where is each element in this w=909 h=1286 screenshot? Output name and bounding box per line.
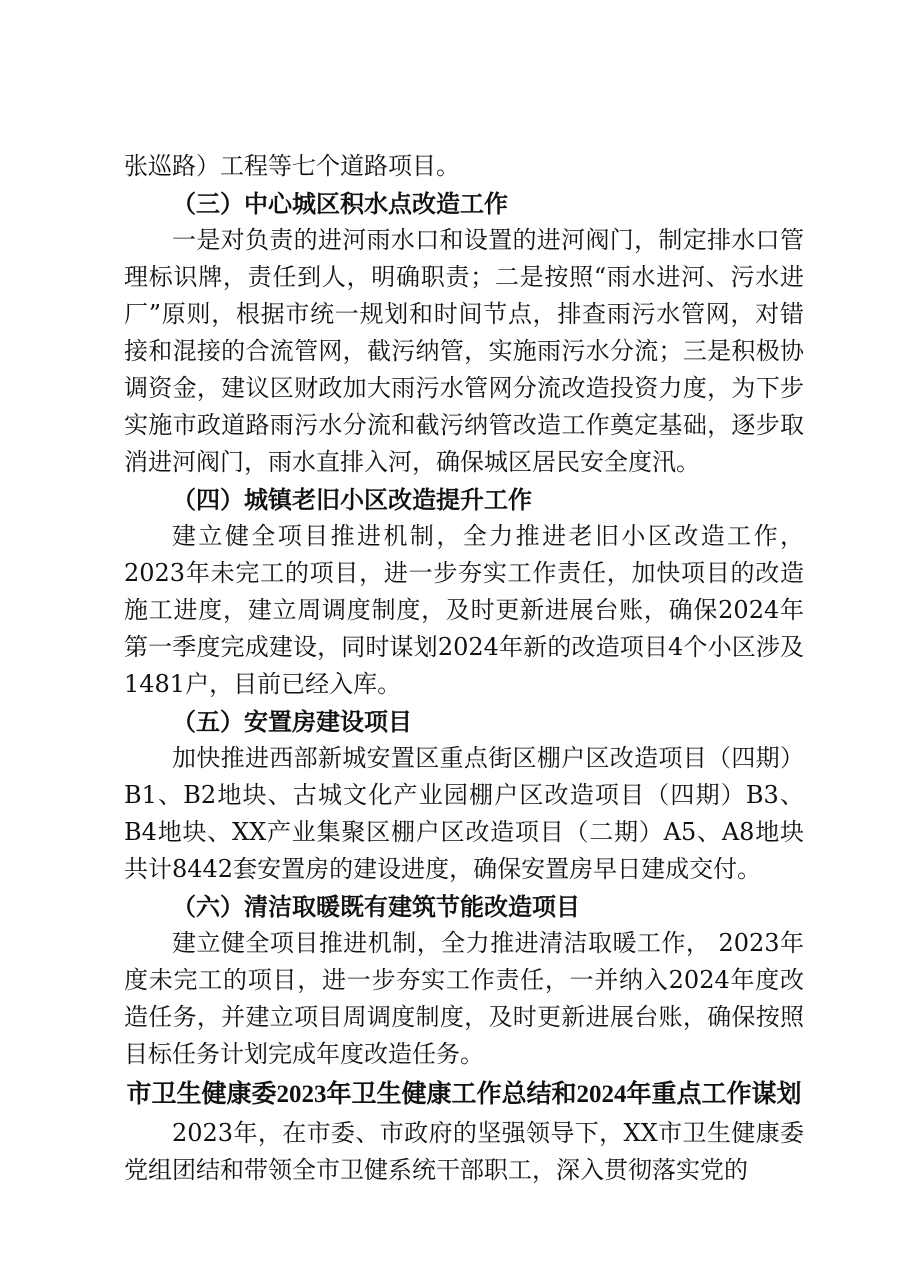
section-heading-4: （四）城镇老旧小区改造提升工作 (172, 485, 532, 514)
paragraph-section-5: 加快推进西部新城安置区重点街区棚户区改造项目（四期）B1、B2地块、古城文化产业园棚户区改造项目（四期）B3、B4地块、XX产业集聚区棚户区改造项目（二期）A5、A8地块共计8442套安置房的建设进度，确保安置房早日建成交付。 (124, 744, 804, 883)
section-heading-3: （三）中心城区积水点改造工作 (172, 189, 508, 218)
paragraph-report-intro: 2023年，在市委、市政府的坚强领导下，XX市卫生健康委党组团结和带领全市卫健系统干部职工，深入贯彻落实党的 (124, 1119, 804, 1184)
report-title: 市卫生健康委2023年卫生健康工作总结和2024年重点工作谋划 (126, 1081, 802, 1108)
paragraph-section-6: 建立健全项目推进机制，全力推进清洁取暖工作， 2023年度未完工的项目，进一步夯实工作责任，一并纳入2024年度改造任务，并建立项目周调度制度，及时更新进展台账，确保按照目标任务计划完成年度改造任务。 (124, 929, 804, 1068)
section-heading-5: （五）安置房建设项目 (172, 707, 412, 736)
section-heading-6: （六）清洁取暖既有建筑节能改造项目 (172, 892, 580, 921)
paragraph-continuation: 张巡路）工程等七个道路项目。 (124, 152, 460, 180)
paragraph-section-4: 建立健全项目推进机制，全力推进老旧小区改造工作，2023年未完工的项目，进一步夯实工作责任，加快项目的改造施工进度，建立周调度制度，及时更新进展台账，确保2024年第一季度完成建设，同时谋划2024年新的改造项目4个小区涉及1481户，目前已经入库。 (124, 522, 804, 698)
document-body (124, 148, 804, 1189)
paragraph-section-3: 一是对负责的进河雨水口和设置的进河阀门，制定排水口管理标识牌，责任到人，明确职责；二是按照“雨水进河、污水进厂”原则，根据市统一规划和时间节点，排查雨污水管网，对错接和混接的合流管网，截污纳管，实施雨污水分流；三是积极协调资金，建议区财政加大雨污水管网分流改造投资力度，为下步实施市政道路雨污水分流和截污纳管改造工作奠定基础，逐步取消进河阀门，雨水直排入河，确保城区居民安全度汛。 (124, 226, 804, 476)
